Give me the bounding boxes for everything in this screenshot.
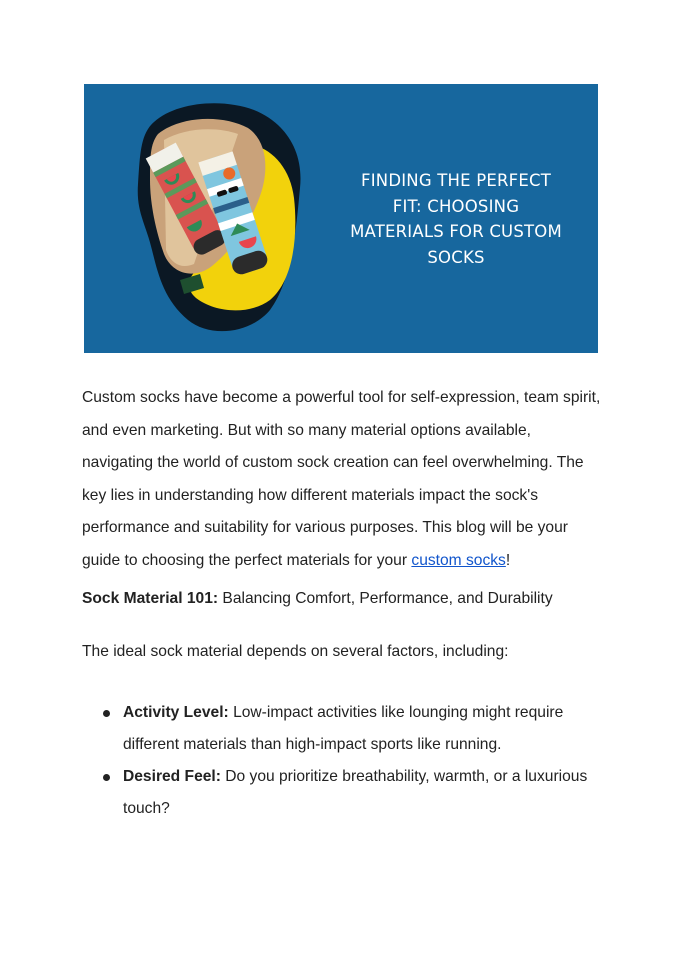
banner-title — [332, 168, 580, 270]
section-heading-bold: Sock Material 101: — [82, 590, 219, 607]
list-item — [82, 697, 602, 761]
banner-title-line: FINDING THE PERFECT — [361, 171, 551, 190]
factors-list — [82, 697, 602, 825]
section-heading — [82, 588, 602, 610]
custom-socks-link[interactable]: custom socks — [411, 551, 506, 569]
factor-label: Activity Level: — [123, 704, 229, 721]
intro-text: Custom socks have become a powerful tool for self-expression, team spirit, and even marketing. But with so many material options available, navigating the world of custom sock creation can feel overwhelming. The key lies in understanding how different materials impact the sock's performance and suitability for various purposes. This blog will be your guide to choosing the perfect materials for your — [82, 389, 601, 569]
banner-title-line: SOCKS — [427, 247, 485, 267]
factor-label: Desired Feel: — [123, 768, 221, 785]
section-heading-rest: Balancing Comfort, Performance, and Durability — [218, 590, 553, 607]
factor-text: Do you prioritize breathability, warmth, or a luxurious touch? — [123, 768, 588, 817]
intro-paragraph — [82, 382, 602, 578]
bullet-icon — [103, 774, 110, 781]
list-item — [82, 761, 602, 825]
intro-end: ! — [505, 551, 511, 569]
bullet-icon — [103, 710, 110, 717]
banner-title-line: MATERIALS FOR CUSTOM — [350, 222, 562, 241]
header-banner — [84, 84, 598, 353]
ideal-material-paragraph: The ideal sock material depends on several factors, including: — [82, 643, 509, 660]
factor-text: Low-impact activities like lounging might require different materials than high-impact sports like running. — [123, 704, 564, 753]
banner-title-line: FIT: CHOOSING — [392, 196, 520, 216]
